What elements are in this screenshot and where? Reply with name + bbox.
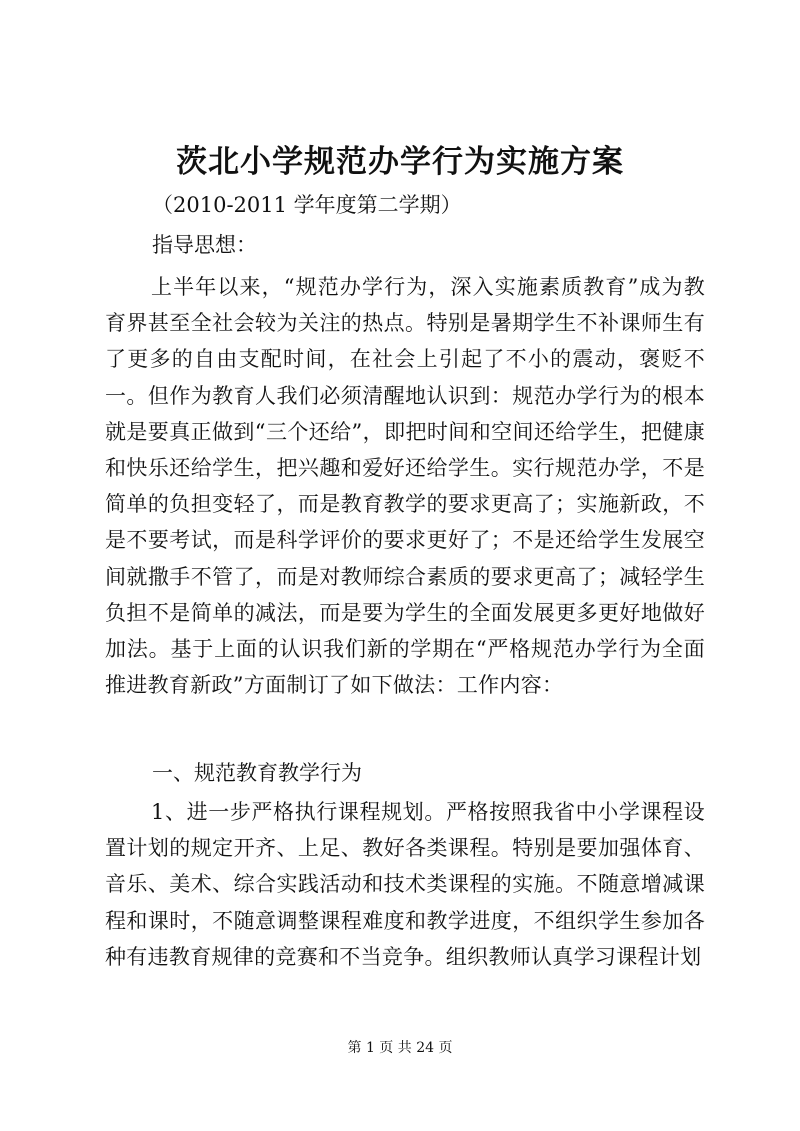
guiding-heading: 指导思想： xyxy=(152,233,257,257)
page-footer: 第 1 页 共 24 页 xyxy=(347,1040,453,1056)
paragraph-2: 1、进一步严格执行课程规划。严格按照我省中小学课程设置计划的规定开齐、上足、教好各类课程。特别是要加强体育、音乐、美术、综合实践活动和技术类课程的实施。不随意增减课程和课时，不随意调整课程难度和教学进度，不组织学生参加各种有违教育规律的竞赛和不当竞争。组织教师认真学习课程计划 xyxy=(105,800,705,969)
document-title: 茨北小学规范办学行为实施方案 xyxy=(176,144,624,180)
section-1-heading: 一、规范教育教学行为 xyxy=(152,761,362,785)
document-subtitle: （2010-2011 学年度第二学期） xyxy=(152,193,462,217)
paragraph-1: 上半年以来，“规范办学行为，深入实施素质教育”成为教育界甚至全社会较为关注的热点。特别是暑期学生不补课师生有了更多的自由支配时间，在社会上引起了不小的震动，褒贬不一。但作为教育人我们必须清醒地认识到：规范办学行为的根本就是要真正做到“三个还给”，即把时间和空间还给学生，把健康和快乐还给学生，把兴趣和爱好还给学生。实行规范办学，不是简单的负担变轻了，而是教育教学的要求更高了；实施新政，不是不要考试，而是科学评价的要求更好了；不是还给学生发展空间就撒手不管了，而是对教师综合素质的要求更高了；减轻学生负担不是简单的减法，而是要为学生的全面发展更多更好地做好加法。基于上面的认识我们新的学期在“严格规范办学行为全面推进教育新政”方面制订了如下做法：工作内容： xyxy=(105,275,705,698)
